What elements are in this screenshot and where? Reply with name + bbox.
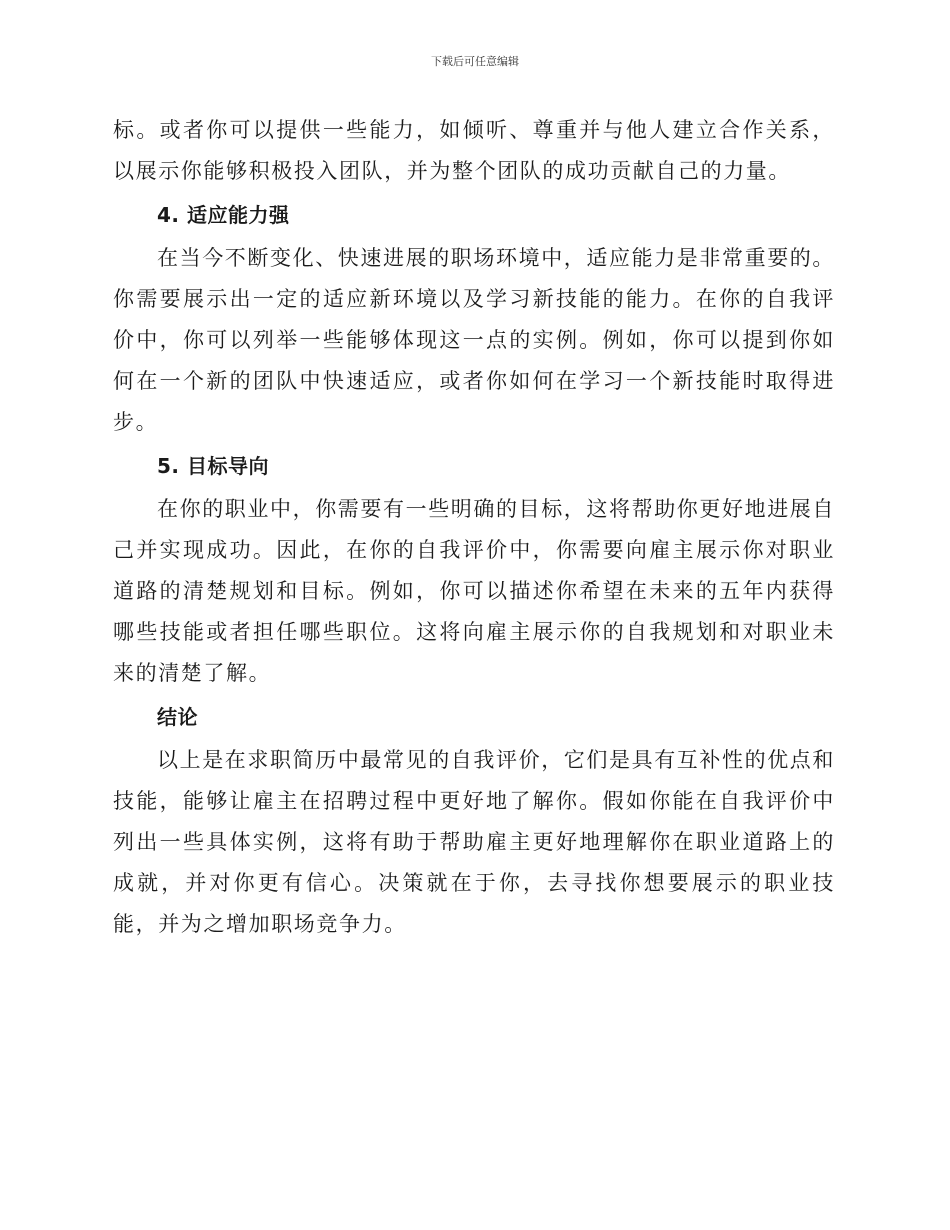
section-heading-conclusion: 结论 [157, 705, 198, 729]
section-heading-adaptability: 4. 适应能力强 [157, 203, 290, 227]
paragraph-goal-oriented: 在你的职业中，你需要有一些明确的目标，这将帮助你更好地进展自己并实现成功。因此，在你的自我评价中，你需要向雇主展示你对职业道路的清楚规划和目标。例如，你可以描述你希望在未来的五年内获得哪些技能或者担任哪些职位。这将向雇主展示你的自我规划和对职业未来的清楚了解。 [113, 497, 835, 685]
paragraph-adaptability: 在当今不断变化、快速进展的职场环境中，适应能力是非常重要的。你需要展示出一定的适应新环境以及学习新技能的能力。在你的自我评价中，你可以列举一些能够体现这一点的实例。例如，你可以提到你如何在一个新的团队中快速适应，或者你如何在学习一个新技能时取得进步。 [113, 246, 835, 434]
continued-paragraph: 标。或者你可以提供一些能力，如倾听、尊重并与他人建立合作关系，以展示你能够积极投入团队，并为整个团队的成功贡献自己的力量。 [113, 118, 835, 183]
paragraph-conclusion: 以上是在求职简历中最常见的自我评价，它们是具有互补性的优点和技能，能够让雇主在招聘过程中更好地了解你。假如你能在自我评价中列出一些具体实例，这将有助于帮助雇主更好地理解你在职业道路上的成就，并对你更有信心。决策就在于你，去寻找你想要展示的职业技能，并为之增加职场竞争力。 [113, 748, 835, 936]
section-heading-goal-oriented: 5. 目标导向 [157, 454, 269, 478]
page-header: 下载后可任意编辑 [431, 55, 519, 68]
document-body [113, 110, 835, 945]
